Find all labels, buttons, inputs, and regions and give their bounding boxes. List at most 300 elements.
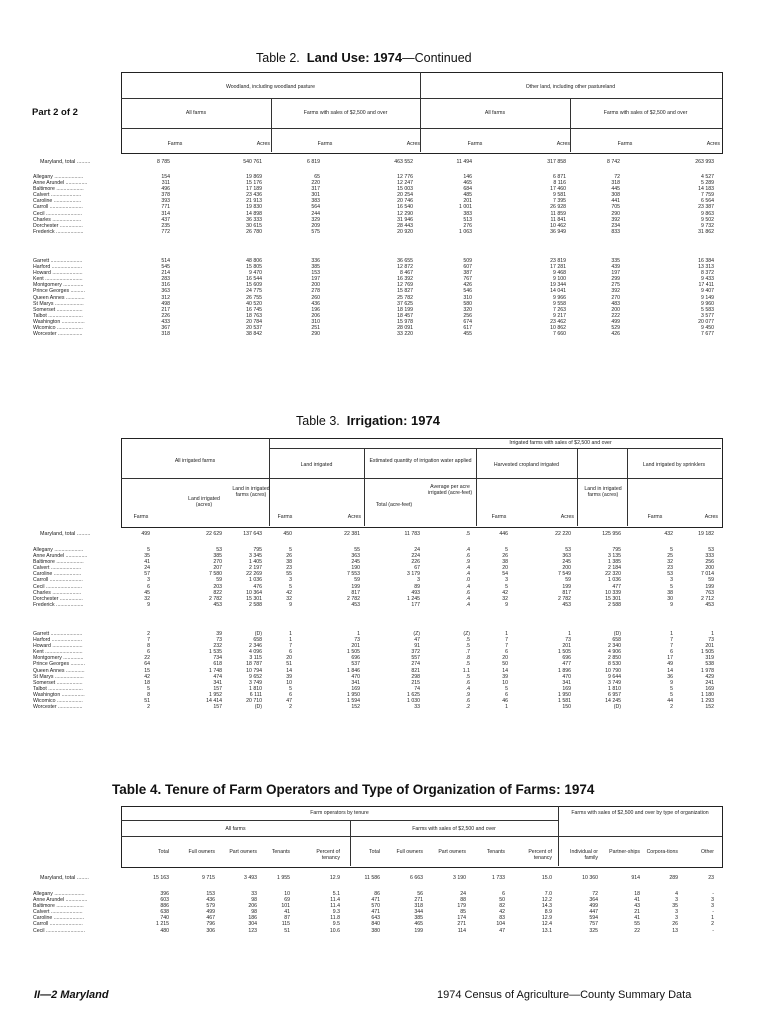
t2-col-cell: 12 247 [397,180,413,187]
t2-col-cell: 308 [611,192,620,199]
t4-col [638,891,678,934]
t3-col-cell: (D) [254,631,262,637]
t3-col-cell: 6 [505,649,508,656]
t3-county: Somerset .................. [33,679,83,686]
t2-col-cell: 20 784 [246,318,262,325]
t2-col-cell: 9 581 [553,192,566,199]
t3-col-cell: 169 [562,685,571,692]
t2-col-cell: 37 625 [397,300,413,307]
t4-col-cell: 12.2 [541,897,552,904]
t3-col-cell: 36 [667,673,673,680]
total-value: 1 955 [277,875,290,881]
t3-col-cell: 557 [411,655,420,662]
t4-header-pct: Percent of tenancy [528,849,552,861]
t4-county: Carroll ....................... [33,921,83,928]
t4-col-cell: 271 [414,897,423,904]
t2-col-cell: 154 [161,174,170,180]
t3-col-cell: 476 [253,583,262,590]
t3-col-cell: .7 [465,649,470,656]
total-value: .5 [465,531,470,537]
t3-col-cell: 7 [147,637,150,644]
t3-h-avg-af: Average per acre irrigated (acre-feet) [427,484,473,496]
t4-col-cell: 206 [248,903,257,910]
total-value: 432 [664,531,673,537]
t4-col [600,891,640,934]
t3-col-cell: 59 [565,577,571,584]
t2-col-cell: 311 [161,180,170,187]
t4-col-cell: 603 [160,897,169,904]
t3-col-cell: 2 346 [249,643,262,650]
t4-header-individual: Individual or family [570,849,598,861]
t2-col-cell: 9 450 [701,325,714,332]
t2-col-cell: 546 [463,288,472,295]
t2-county: Baltimore ................... [33,186,84,193]
t3-col-cell: 1 245 [407,595,420,602]
t2-col-cell: 20 077 [698,318,714,325]
t3-stub-b [33,631,85,710]
t2-col-cell: 329 [311,216,320,223]
t2-col [432,174,472,235]
t2-col-cell: 16 540 [397,204,413,211]
t4-col-cell: 18 [634,891,640,897]
t3-col-cell: 199 [705,583,714,590]
t3-col-cell: 51 [286,661,292,668]
t4-header-tenants: Tenants [271,849,290,855]
t2-col-cell: 12 769 [397,282,413,289]
t4-col-cell: 10 [284,891,290,897]
t3-col [380,547,420,608]
t4-col-cell: 436 [206,897,215,904]
t2-col-cell: 705 [611,204,620,211]
t2-col-cell: 196 [311,306,320,313]
t2-col-cell: 299 [611,276,620,283]
t3-county: Prince Georges .......... [33,661,85,668]
t2-col-cell: 8 372 [701,270,714,277]
t2-col-cell: 545 [161,264,170,271]
t3-col-cell: 26 [286,553,292,560]
t3-col-cell: 9 652 [249,673,262,680]
t4-col-cell: 396 [160,891,169,897]
t2-col-cell: 16 392 [397,276,413,283]
t2-county: Calvert ..................... [33,192,82,199]
t4-col-cell: 41 [634,915,640,922]
t4-header-total: Total [158,849,169,855]
t3-col-cell: 89 [414,583,420,590]
t2-col-cell: 393 [161,198,170,205]
t2-col-cell: 153 [311,270,320,277]
t3-col-cell: 453 [562,601,571,608]
total-value: 450 [283,531,292,537]
t2-col-cell: 9 966 [553,294,566,301]
t2-col-cell: 17 189 [246,186,262,193]
t2-col-cell: 20 746 [397,198,413,205]
t2-col-cell: 9 502 [701,216,714,223]
t3-county: Carroll ....................... [33,577,83,584]
t2-col-cell: 1 001 [459,204,472,211]
t3-county: Washington ................ [33,691,85,698]
t3-col-cell: 73 [354,637,360,644]
t2-col-cell: 499 [611,318,620,325]
t2-col-cell: 7 759 [701,192,714,199]
t2-col [130,174,170,235]
t3-col-cell: 203 [213,583,222,590]
t2-col-cell: 244 [311,210,320,217]
t2-col-cell: 9 863 [701,210,714,217]
t4-col-cell: 3 [711,897,714,904]
t2-col [674,174,714,235]
t3-col-cell: .6 [465,589,470,596]
t2-county: Howard ..................... [33,270,83,277]
t3-col-cell: 22 [144,655,150,662]
t3-col-cell: 226 [411,559,420,566]
t3-land-irrigated: Land irrigated [300,462,333,468]
t3-col-cell: .6 [465,698,470,705]
t3-col [468,547,508,608]
t2-col-cell: 514 [161,258,170,264]
t2-col-cell: 15 003 [397,186,413,193]
t3-col-cell: 23 [286,565,292,572]
t2-col-cell: 290 [311,331,320,338]
table3-divider [364,448,365,526]
t4-col-cell: - [712,891,714,897]
t2-col-cell: 256 [463,312,472,319]
t3-col-cell: 298 [411,673,420,680]
t3-county: Calvert ..................... [33,565,82,572]
t2-h-farms-4: Farms [617,141,633,147]
t3-col-cell: 696 [562,655,571,662]
t2-stub-b [33,258,85,337]
t4-col-cell: 11.4 [330,903,340,910]
t3-col-cell: 59 [708,577,714,584]
t4-col-cell: 114 [457,927,466,934]
t4-col-cell: 380 [371,927,380,934]
t3-col-cell: 763 [705,589,714,596]
t2-h-farms-2: Farms [317,141,333,147]
t2-col-cell: 23 462 [550,318,566,325]
t2-col-cell: 5 289 [701,180,714,187]
t2-col-cell: 290 [611,210,620,217]
t4-header-pct: Percent of tenancy [316,849,340,861]
t3-col-cell: 14 414 [206,698,222,705]
t3-col-cell: 17 [667,655,673,662]
t3-col-cell: 42 [144,673,150,680]
t2-col-cell: 383 [311,198,320,205]
t4-col-cell: 6 [502,891,505,897]
t2-col-cell: 17 460 [550,186,566,193]
total-value: 8 785 [157,159,170,165]
t2-col-cell: 437 [161,216,170,223]
t3-col-cell: 453 [351,601,360,608]
t3-col-cell: 5 [670,583,673,590]
t3-col-cell: 44 [667,698,673,705]
t2-county: Worcester ................. [33,331,83,338]
t2-col-cell: 15 827 [397,288,413,295]
t2-col-cell: 383 [463,210,472,217]
t3-col-cell: 1 978 [701,667,714,674]
total-value: 8 742 [607,159,620,165]
t2-col-cell: 8 467 [400,270,413,277]
t3-col-cell: 15 [144,667,150,674]
t2-col [526,258,566,337]
t2-col-cell: 433 [161,318,170,325]
t3-col-cell: 256 [705,559,714,566]
t4-col-cell: 579 [206,903,215,910]
t3-col-cell: 7 [670,643,673,650]
t2-col-cell: 31 946 [397,216,413,223]
t3-col-cell: 73 [565,637,571,644]
table2-title-bold: Land Use: 1974 [306,50,403,65]
t2-col-cell: 426 [611,331,620,338]
t3-col-cell: 38 [667,589,673,596]
t3-col-cell: .5 [465,661,470,668]
t4-col [300,891,340,934]
t4-col-cell: 13 [672,927,678,934]
t3-col-cell: 150 [562,704,571,711]
t3-col-cell: 38 [502,559,508,566]
t3-col-cell: 32 [667,559,673,566]
t3-col-cell: 33 [414,704,420,711]
t3-col-cell: 50 [502,661,508,668]
table2-title-suffix: —Continued [402,51,472,65]
t3-col [110,631,150,710]
t3-col-cell: 1 846 [347,667,360,674]
t2-col-cell: 772 [161,228,170,235]
t2-col-cell: 283 [161,276,170,283]
t3-col-cell: 32 [144,595,150,602]
t3-col-cell: 169 [705,685,714,692]
t3-county: Wicomico .................. [33,698,83,705]
t4-sales: Farms with sales of $2,500 and over [412,826,496,832]
t3-col-cell: 3 [505,577,508,584]
t3-col-cell: 2 782 [347,595,360,602]
t3-col-cell: 1 036 [249,577,262,584]
t2-col [130,258,170,337]
t2-county: Somerset .................. [33,306,83,313]
t2-col-cell: 1 063 [459,228,472,235]
t3-col-cell: 1 505 [558,649,571,656]
t4-col-cell: 174 [457,915,466,922]
t3-col-cell: 274 [411,661,420,668]
t3-col-cell: 453 [705,601,714,608]
t4-col-cell: 570 [371,903,380,910]
total-value: 446 [499,531,508,537]
t3-col-cell: 1 594 [347,698,360,705]
t2-col-cell: 312 [161,294,170,301]
t3-col-cell: (D) [254,704,262,711]
t3-h-acres-3: Acres [704,514,718,520]
t3-col-cell: 59 [354,577,360,584]
t4-header-full: Full owners [396,849,423,855]
t3-county: Worcester ................. [33,704,83,711]
t3-col-cell: 537 [351,661,360,668]
t2-col-cell: 439 [611,264,620,271]
t3-col [320,631,360,710]
t3-col-cell: 3 135 [608,553,621,560]
t2-col-cell: 4 527 [701,174,714,180]
t4-col-cell: 9.5 [332,921,340,928]
t3-col-cell: 477 [562,661,571,668]
t2-col-cell: 18 763 [246,312,262,319]
t3-h-farms: Farms [133,514,149,520]
table4-rule [121,836,722,837]
t3-col-cell: 3 [147,577,150,584]
t3-col-cell: .4 [465,565,470,572]
t3-col [581,631,621,710]
t3-col-cell: .4 [465,685,470,692]
t2-col-cell: 9 433 [701,276,714,283]
total-value: 11 783 [404,531,420,537]
t3-col-cell: 2 782 [558,595,571,602]
t3-col-cell: 46 [502,698,508,705]
t4-col-cell: 11.8 [330,915,340,922]
t4-col [674,891,714,934]
t2-col [222,258,262,337]
total-value: 10 360 [582,875,598,881]
t2-group-other: Other land, including other pastureland [525,84,616,90]
t3-col-cell: 333 [705,553,714,560]
t4-col-cell: 41 [284,909,290,916]
t2-col-cell: 28 091 [397,325,413,332]
t4-col-cell: 51 [284,927,290,934]
t3-col-cell: 4 906 [608,649,621,656]
t3-col-cell: 5 [670,691,673,698]
t4-col-cell: 82 [499,903,505,910]
t2-h-acres: Acres [256,141,270,147]
t2-col-cell: 513 [463,216,472,223]
t3-col-cell: 3 179 [407,571,420,578]
t3-col-cell: 152 [351,704,360,711]
t2-col [432,258,472,337]
t3-col-cell: 270 [213,559,222,566]
t4-col-cell: 2 [711,921,714,928]
t3-col-cell: 5 [505,583,508,590]
t3-col-cell: 24 [144,565,150,572]
t3-col-cell: 54 [502,571,508,578]
t3-h-acres-2: Acres [560,514,574,520]
t3-col [430,631,470,710]
total-value: 540 761 [243,159,262,165]
t2-col-cell: 197 [311,276,320,283]
t2-total-label: Maryland, total ......... [40,159,91,165]
t4-col-cell: 26 [672,921,678,928]
t2-col-cell: 40 520 [246,300,262,307]
t2-group-woodland: Woodland, including woodland pasture [225,84,316,90]
t2-col-cell: 320 [463,306,472,313]
t3-col-cell: 7 580 [209,571,222,578]
t4-col-cell: 3 [675,915,678,922]
t2-col-cell: 607 [463,264,472,271]
t2-col [280,174,320,235]
t4-col-cell: 3 [675,909,678,916]
t2-col-cell: 21 913 [246,198,262,205]
t3-col-cell: .4 [465,571,470,578]
t3-col-cell: 177 [411,601,420,608]
t2-col-cell: 30 615 [246,222,262,229]
t2-col-cell: 7 395 [553,198,566,205]
t2-col-cell: 301 [311,192,320,199]
t2-col-cell: 465 [463,180,472,187]
t3-col-cell: 20 [502,655,508,662]
t4-col-cell: 306 [206,927,215,934]
t3-col-cell: 14 245 [605,698,621,705]
t2-county: Allegany .................... [33,174,84,180]
t3-col-cell: 35 [144,553,150,560]
t3-col-cell: 157 [213,685,222,692]
t2-county: Washington ................ [33,318,85,325]
t4-col-cell: 757 [589,921,598,928]
t3-h-farms-4: Farms [647,514,663,520]
t3-col-cell: 7 014 [701,571,714,578]
t2-col-cell: 20 254 [397,192,413,199]
t3-col-cell: 10 [502,679,508,686]
t4-col-cell: 179 [457,903,466,910]
t4-col [426,891,466,934]
t3-col-cell: 67 [414,565,420,572]
total-value: 15 163 [153,875,169,881]
t3-col-cell: 1 030 [407,698,420,705]
t2-col-cell: 36 949 [550,228,566,235]
t2-col-cell: 10 462 [550,222,566,229]
t3-county: St Marys .................... [33,673,84,680]
t3-col-cell: 7 553 [347,571,360,578]
t3-col-cell: 24 [414,547,420,553]
t4-col-cell: 467 [206,915,215,922]
t3-col-cell: 6 [289,691,292,698]
t4-col-cell: 13.1 [541,927,552,934]
table2-title-prefix: Table 2. [256,51,300,65]
t3-col [110,547,150,608]
t3-col-cell: 47 [414,637,420,644]
t3-county: Baltimore ................... [33,559,84,566]
t3-col-cell: (D) [613,704,621,711]
t3-col [531,547,571,608]
t3-col-cell: 6 [289,649,292,656]
total-value: 22 381 [344,531,360,537]
t3-col-cell: 7 549 [558,571,571,578]
t3-col-cell: 199 [562,583,571,590]
total-value: 11 494 [456,159,472,165]
t4-county: Caroline ..................... [33,915,85,922]
t3-sprinklers: Land irrigated by sprinklers [642,462,706,468]
t3-col-cell: 91 [414,643,420,650]
t3-estimated: Estimated quantity of irrigation water applied [369,458,472,464]
t3-col-cell: .6 [465,679,470,686]
t3-col [182,547,222,608]
t4-header-corp: Corpora-tions [646,849,678,855]
t4-col-cell: 41 [634,897,640,904]
t2-col-cell: 226 [161,312,170,319]
t2-col-cell: 220 [311,180,320,187]
t3-col-cell: 1 535 [209,649,222,656]
t2-col-cell: 11 841 [550,216,566,223]
t2-col-cell: 529 [611,325,620,332]
t2-county: St Marys .................... [33,300,84,307]
table4-rule [121,820,558,821]
t3-col-cell: 2 [670,704,673,711]
t3-col-cell: 5 [289,583,292,590]
t2-col-cell: 26 755 [246,294,262,301]
t2-col-cell: 217 [161,306,170,313]
t3-col-cell: 477 [612,583,621,590]
t4-col-cell: 318 [414,903,423,910]
t2-col-cell: 20 537 [246,325,262,332]
t4-col-cell: 8.9 [544,909,552,916]
t4-col-cell: 69 [284,897,290,904]
t2-h-farms-3: Farms [467,141,483,147]
t2-col-cell: 9 217 [553,312,566,319]
t2-h-acres-2: Acres [406,141,420,147]
t2-col-cell: 19 869 [246,174,262,180]
